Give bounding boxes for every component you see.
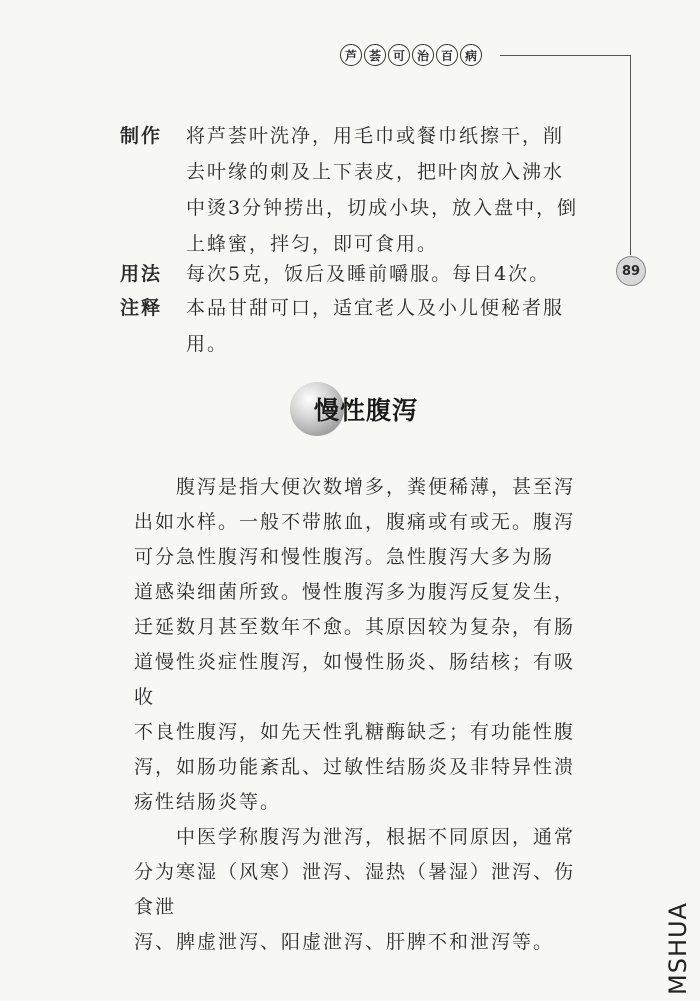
entry-text: 每次5克，饭后及睡前嚼服。每日4次。 — [186, 263, 551, 285]
entry-label: 用法 — [120, 263, 163, 285]
header-title-char: 可 — [388, 44, 410, 66]
entry-text: 将芦荟叶洗净，用毛巾或餐巾纸擦干，削 去叶缘的刺及上下表皮，把叶肉放入沸水 中烫3分钟捞出，切成小块，放入盘中，倒 上蜂蜜，拌匀，即可食用。 — [186, 125, 579, 255]
side-rule — [630, 55, 631, 255]
entry-usage — [120, 256, 590, 292]
entry-text: 本品甘甜可口，适宜老人及小儿便秘者服 用。 — [186, 297, 565, 355]
entry-note — [120, 290, 590, 362]
header-title-char: 病 — [460, 44, 482, 66]
paragraph: 腹泻是指大便次数增多，粪便稀薄，甚至泻 出如水样。一般不带脓血，腹痛或有或无。腹泻 可分急性腹泻和慢性腹泻。急性腹泻大多为肠 道感染细菌所致。慢性腹泻多为腹泻反复发生， 迁延数月甚至数年不愈。其原因较为复杂，有肠 道慢性炎症性腹泻，如慢性肠炎、肠结核；有吸收 不良性腹泻，如先天性乳糖酶缺乏；有功能性腹 泻，如肠功能紊乱、过敏性结肠炎及非特异性溃 疡性结肠炎等。 — [134, 476, 576, 813]
entry-label: 制作 — [120, 125, 163, 147]
body-text — [134, 470, 579, 960]
paragraph: 中医学称腹泻为泄泻，根据不同原因，通常 分为寒湿（风寒）泄泻、湿热（暑湿）泄泻、伤食泄 泻、脾虚泄泻、阳虚泄泻、肝脾不和泄泻等。 — [134, 826, 576, 953]
header-title-char: 百 — [436, 44, 458, 66]
header-title-char: 治 — [412, 44, 434, 66]
watermark: MSHUA — [664, 902, 692, 995]
entry-preparation — [120, 118, 590, 262]
header-rule — [500, 55, 630, 56]
entry-label: 注释 — [120, 297, 163, 319]
header-title-char: 荟 — [364, 44, 386, 66]
section-heading-text: 慢性腹泻 — [314, 396, 419, 425]
section-heading — [290, 378, 418, 440]
header-title-char: 芦 — [340, 44, 362, 66]
page-number: 89 — [616, 256, 646, 286]
header-title — [340, 40, 482, 70]
